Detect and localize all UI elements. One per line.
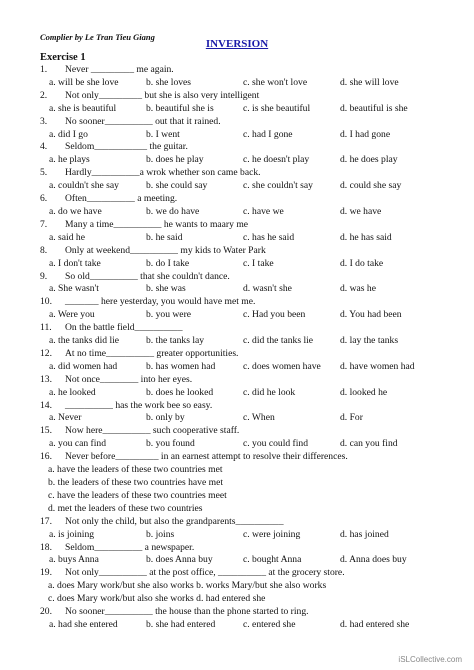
answer-option-b: b. he said	[146, 231, 183, 243]
question-stem	[40, 374, 460, 387]
question-item	[40, 271, 460, 297]
answer-option-b: b. only by	[146, 412, 185, 424]
exercise-heading: Exercise 1	[40, 52, 86, 63]
question-item	[40, 606, 460, 632]
question-stem	[40, 141, 460, 154]
question-number: 3.	[40, 115, 48, 127]
answer-option-b: b. we do have	[146, 205, 200, 217]
answer-option-b: b. she had entered	[146, 618, 216, 630]
answer-option-a: a. Never	[49, 412, 82, 424]
question-number: 16.	[40, 451, 52, 463]
answer-options	[49, 619, 460, 632]
question-stem	[40, 167, 460, 180]
question-text: Not only the child, but also the grandparents__________	[65, 515, 284, 527]
answer-option-c: c. have we	[243, 205, 284, 217]
answer-option-d: d. I do take	[340, 257, 384, 269]
answer-option-c: c. he doesn't play	[243, 154, 310, 166]
answer-option-a: a. couldn't she say	[49, 180, 119, 192]
question-text: So old__________ that she couldn't dance.	[65, 270, 230, 282]
answer-option-d: d. she will love	[340, 76, 399, 88]
answer-option-b: b. does he looked	[146, 386, 214, 398]
question-text: __________ has the work bee so easy.	[65, 399, 213, 411]
question-stem	[40, 90, 460, 103]
question-item	[40, 516, 460, 542]
question-text: Seldom___________ the guitar.	[65, 141, 188, 153]
answer-option-d: d. looked he	[340, 386, 388, 398]
answer-option-line: c. does Mary work/but also she works d. had entered she	[48, 593, 266, 605]
answer-option-line: a. have the leaders of these two countries met	[48, 464, 223, 476]
answer-option-a: a. had she entered	[49, 618, 118, 630]
question-number: 7.	[40, 218, 48, 230]
answer-option-line: d. met the leaders of these two countries	[48, 502, 203, 514]
footer-watermark: iSLCollective.com	[398, 655, 462, 664]
answer-option-d: d. beautiful is she	[340, 102, 408, 114]
answer-option-c: c. is she beautiful	[243, 102, 311, 114]
answer-option-c: c. When	[243, 412, 275, 424]
question-text: Many a time__________ he wants to maary me	[65, 218, 249, 230]
answer-option-d: d. have women had	[340, 360, 415, 372]
answer-option-a: a. do we have	[49, 205, 102, 217]
question-text: _______ here yesterday, you would have met me.	[65, 296, 256, 308]
answer-option-b: b. she could say	[146, 180, 208, 192]
question-text: Now here__________ such cooperative staff.	[65, 425, 240, 437]
answer-options	[49, 529, 460, 542]
answer-option-a: a. Were you	[49, 309, 95, 321]
answer-option-b: b. you were	[146, 309, 192, 321]
question-list	[40, 64, 460, 632]
answer-option-a: a. she is beautiful	[49, 102, 117, 114]
question-number: 9.	[40, 270, 48, 282]
answer-option-a: a. you can find	[49, 438, 107, 450]
question-text: At no time__________ greater opportunities.	[65, 347, 239, 359]
worksheet-title: INVERSION	[205, 38, 269, 50]
question-number: 6.	[40, 193, 48, 205]
answer-option-d: d. can you find	[340, 438, 398, 450]
question-item	[40, 296, 460, 322]
question-number: 1.	[40, 64, 48, 75]
question-number: 11.	[40, 322, 52, 334]
question-item	[40, 90, 460, 116]
question-item	[40, 193, 460, 219]
answer-option-c: c. you could find	[243, 438, 309, 450]
question-number: 4.	[40, 141, 48, 153]
question-item	[40, 64, 460, 90]
answer-option-c: c. she won't love	[243, 76, 308, 88]
compiler-credit: Complier by Le Tran Tieu Giang	[40, 32, 155, 42]
question-item	[40, 167, 460, 193]
question-item	[40, 567, 460, 606]
question-stem	[40, 542, 460, 555]
question-stem	[40, 322, 460, 335]
question-text: Never _________ me again.	[65, 64, 174, 75]
answer-option-b: b. she loves	[146, 76, 192, 88]
question-text: Hardly__________a wrok whether son came back.	[65, 167, 261, 179]
question-text: Seldom__________ a newspaper.	[65, 541, 195, 553]
answer-option-d: d. he does play	[340, 154, 398, 166]
answer-option-a: a. buys Anna	[49, 554, 99, 566]
answer-options	[49, 77, 460, 90]
answer-option-b: b. has women had	[146, 360, 216, 372]
question-text: No sooner__________ out that it rained.	[65, 115, 221, 127]
question-stem	[40, 606, 460, 619]
question-text: On the battle field__________	[65, 322, 183, 334]
answer-option-c: c. were joining	[243, 528, 301, 540]
answer-option-a: a. did I go	[49, 128, 88, 140]
answer-options	[49, 206, 460, 219]
answer-options	[49, 180, 460, 193]
answer-options	[49, 232, 460, 245]
answer-option-b: b. I went	[146, 128, 180, 140]
question-number: 19.	[40, 567, 52, 579]
answer-option-b: b. she was	[146, 283, 186, 295]
question-stem	[40, 193, 460, 206]
question-number: 17.	[40, 515, 52, 527]
answer-options	[49, 335, 460, 348]
answer-option-c: c. did the tanks lie	[243, 335, 314, 347]
answer-option-c: c. Had you been	[243, 309, 306, 321]
question-number: 15.	[40, 425, 52, 437]
question-text: Not only_________ but she is also very intelligent	[65, 89, 260, 101]
question-text: Not once________ into her eyes.	[65, 373, 193, 385]
question-item	[40, 451, 460, 516]
question-item	[40, 542, 460, 568]
question-number: 10.	[40, 296, 52, 308]
answer-option-c: c. entered she	[243, 618, 296, 630]
question-number: 12.	[40, 347, 52, 359]
answer-option-c: c. did he look	[243, 386, 296, 398]
answer-option-a: a. I don't take	[49, 257, 101, 269]
answer-option-d: d. For	[340, 412, 363, 424]
question-item	[40, 400, 460, 426]
answer-option-a: a. She wasn't	[49, 283, 99, 295]
answer-option-line: b. the leaders of these two countries have met	[48, 477, 224, 488]
answer-options	[49, 283, 460, 296]
question-stem	[40, 219, 460, 232]
question-text: Never before_________ in an earnest attempt to resolve their differences.	[65, 451, 348, 463]
answer-options	[49, 361, 460, 374]
answer-option-d: d. had entered she	[340, 618, 410, 630]
question-item	[40, 141, 460, 167]
answer-option-d: d. we have	[340, 205, 382, 217]
answer-option-c: c. she couldn't say	[243, 180, 313, 192]
answer-option-c: c. does women have	[243, 360, 321, 372]
question-item	[40, 219, 460, 245]
answer-options	[49, 438, 460, 451]
answer-options	[49, 258, 460, 271]
answer-options	[49, 129, 460, 142]
answer-option-a: a. said he	[49, 231, 85, 243]
question-number: 5.	[40, 167, 48, 179]
question-stem	[40, 451, 460, 464]
question-number: 20.	[40, 606, 52, 618]
question-stem	[40, 116, 460, 129]
answer-option-a: a. he looked	[49, 386, 96, 398]
answer-option-a: a. is joining	[49, 528, 95, 540]
question-item	[40, 245, 460, 271]
question-stem	[40, 245, 460, 258]
answer-options	[49, 103, 460, 116]
question-item	[40, 322, 460, 348]
answer-option-b: b. does he play	[146, 154, 204, 166]
question-text: Only at weekend__________ my kids to Water Park	[65, 244, 266, 256]
answer-option-c: c. bought Anna	[243, 554, 302, 566]
answer-option-b: b. beautiful she is	[146, 102, 214, 114]
answer-option-c: c. has he said	[243, 231, 295, 243]
question-text: No sooner__________ the house than the phone started to ring.	[65, 606, 309, 618]
answer-options	[49, 309, 460, 322]
question-number: 13.	[40, 373, 52, 385]
question-stem	[40, 348, 460, 361]
question-item	[40, 374, 460, 400]
answer-option-d: d. he has said	[340, 231, 392, 243]
answer-option-d: d. I had gone	[340, 128, 391, 140]
answer-option-d: d. was he	[340, 283, 376, 295]
answer-option-c: d. wasn't she	[243, 283, 292, 295]
answer-option-a: a. did women had	[49, 360, 118, 372]
answer-option-b: b. joins	[146, 528, 175, 540]
question-stem	[40, 271, 460, 284]
answer-option-line: c. have the leaders of these two countries meet	[48, 489, 227, 501]
answer-option-a: a. he plays	[49, 154, 90, 166]
answer-option-line: a. does Mary work/but she also works b. works Mary/but she also works	[48, 580, 327, 592]
answer-options	[49, 412, 460, 425]
answer-option-d: d. lay the tanks	[340, 335, 399, 347]
answer-option-b: b. the tanks lay	[146, 335, 205, 347]
question-text: Not only__________ at the post office, __________ at the grocery store.	[65, 567, 345, 579]
answer-options	[49, 387, 460, 400]
answer-option-d: d. Anna does buy	[340, 554, 407, 566]
answer-option-d: d. has joined	[340, 528, 389, 540]
answer-option-a: a. will be she love	[49, 76, 119, 88]
question-number: 2.	[40, 89, 48, 101]
question-stem	[40, 567, 460, 580]
answer-option-a: a. the tanks did lie	[49, 335, 120, 347]
question-item	[40, 348, 460, 374]
answer-option-c: c. had I gone	[243, 128, 293, 140]
question-stem	[40, 296, 460, 309]
question-stem	[40, 425, 460, 438]
answer-options	[49, 154, 460, 167]
answer-option-d: d. could she say	[340, 180, 402, 192]
question-stem	[40, 516, 460, 529]
question-text: Often__________ a meeting.	[65, 193, 178, 205]
answer-option-c: c. I take	[243, 257, 274, 269]
question-item	[40, 425, 460, 451]
answer-option-d: d. You had been	[340, 309, 402, 321]
question-item	[40, 116, 460, 142]
question-stem	[40, 64, 460, 77]
question-number: 14.	[40, 399, 52, 411]
answer-option-b: b. you found	[146, 438, 195, 450]
question-number: 18.	[40, 541, 52, 553]
question-stem	[40, 400, 460, 413]
answer-option-b: b. do I take	[146, 257, 190, 269]
question-number: 8.	[40, 244, 48, 256]
answer-options	[49, 554, 460, 567]
answer-option-b: b. does Anna buy	[146, 554, 213, 566]
